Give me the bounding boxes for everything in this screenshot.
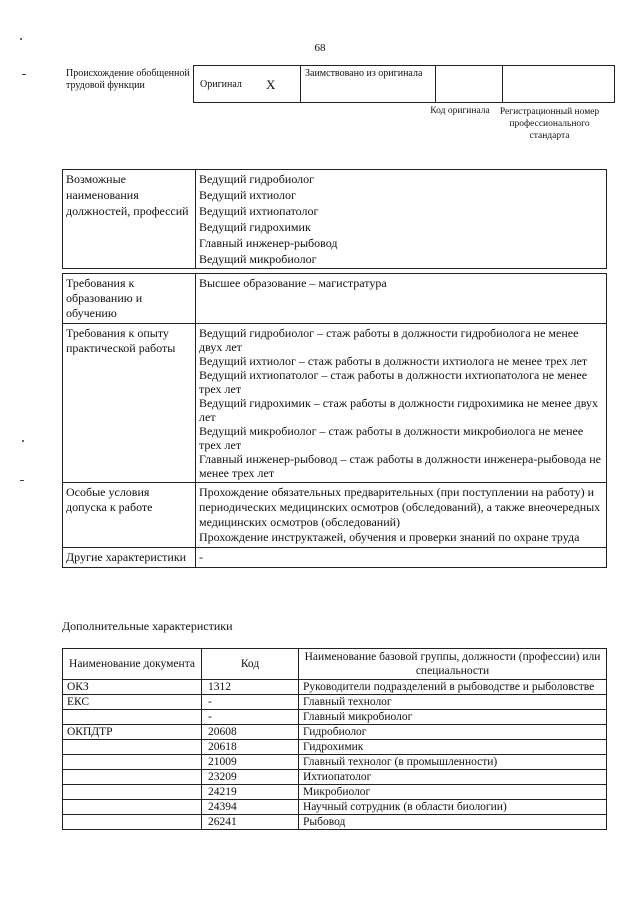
name-cell: Главный микробиолог — [299, 710, 607, 725]
doc-cell: ЕКС — [63, 695, 202, 710]
table-row — [63, 725, 607, 740]
doc-cell — [63, 710, 202, 725]
experience-list — [196, 324, 607, 483]
scan-speck — [20, 480, 24, 481]
code-cell: 21009 — [202, 755, 299, 770]
position-item: Ведущий гидробиолог — [199, 172, 315, 186]
name-cell: Гидрохимик — [299, 740, 607, 755]
original-label: Оригинал — [200, 78, 242, 90]
original-code-cell — [436, 66, 503, 103]
experience-item: Ведущий микробиолог – стаж работы в должности микробиолога не менее трех лет — [199, 424, 584, 452]
code-cell: 23209 — [202, 770, 299, 785]
positions-list — [196, 170, 607, 269]
code-cell: 24394 — [202, 800, 299, 815]
experience-label: Требования к опыту практической работы — [63, 324, 196, 483]
name-cell: Микробиолог — [299, 785, 607, 800]
doc-cell — [63, 815, 202, 830]
experience-item: Ведущий гидрохимик – стаж работы в должности гидрохимика не менее двух лет — [199, 396, 598, 424]
doc-cell: ОКЗ — [63, 680, 202, 695]
scan-speck — [20, 38, 22, 40]
doc-cell — [63, 770, 202, 785]
code-cell: 1312 — [202, 680, 299, 695]
admission-item: Прохождение обязательных предварительных (при поступлении на работу) и периодических медицинских осмотров (обследований), а также внеочередных медицинских осмотров (обследований) — [199, 485, 601, 529]
column-header: Код — [202, 649, 299, 680]
table-row — [63, 755, 607, 770]
code-caption: Код оригинала — [430, 106, 490, 116]
position-item: Ведущий гидрохимик — [199, 220, 311, 234]
table-row — [63, 680, 607, 695]
table-row — [63, 785, 607, 800]
positions-label: Возможные наименования должностей, профессий — [63, 170, 196, 269]
code-cell: 26241 — [202, 815, 299, 830]
code-cell: 20608 — [202, 725, 299, 740]
experience-item: Ведущий ихтиолог – стаж работы в должности ихтиолога не менее трех лет — [199, 354, 588, 368]
code-cell: 20618 — [202, 740, 299, 755]
origin-table — [193, 65, 615, 103]
name-cell: Научный сотрудник (в области биологии) — [299, 800, 607, 815]
experience-item: Главный инженер-рыбовод – стаж работы в должности инженера-рыбовода не менее трех лет — [199, 452, 601, 480]
registration-number-cell — [503, 66, 615, 103]
original-cell — [194, 66, 301, 103]
code-cell: - — [202, 710, 299, 725]
table-row — [63, 770, 607, 785]
column-header: Наименование базовой группы, должности (профессии) или специальности — [299, 649, 607, 680]
education-label: Требования к образованию и обучению — [63, 274, 196, 324]
table-row — [63, 740, 607, 755]
education-value: Высшее образование – магистратура — [196, 274, 607, 324]
other-value: - — [196, 548, 607, 568]
extra-characteristics-table — [62, 648, 607, 830]
table-row — [63, 710, 607, 725]
page-number: 68 — [314, 42, 326, 54]
name-cell: Гидробиолог — [299, 725, 607, 740]
experience-item: Ведущий гидробиолог – стаж работы в должности гидробиолога не менее двух лет — [199, 326, 579, 354]
admission-item: Прохождение инструктажей, обучения и проверки знаний по охране труда — [199, 530, 580, 544]
requirements-table — [62, 273, 607, 568]
name-cell: Рыбовод — [299, 815, 607, 830]
doc-cell — [63, 800, 202, 815]
position-item: Ведущий микробиолог — [199, 252, 317, 266]
name-cell: Главный технолог (в промышленности) — [299, 755, 607, 770]
doc-cell: ОКПДТР — [63, 725, 202, 740]
name-cell: Главный технолог — [299, 695, 607, 710]
position-item: Ведущий ихтиолог — [199, 188, 296, 202]
doc-cell — [63, 785, 202, 800]
experience-item: Ведущий ихтиопатолог – стаж работы в должности ихтиопатолога не менее трех лет — [199, 368, 588, 396]
code-cell: - — [202, 695, 299, 710]
table-row — [63, 800, 607, 815]
position-item: Ведущий ихтиопатолог — [199, 204, 319, 218]
other-label: Другие характеристики — [63, 548, 196, 568]
table-row — [63, 695, 607, 710]
admission-list — [196, 483, 607, 548]
scan-speck — [22, 440, 24, 442]
extra-characteristics-title: Дополнительные характеристики — [62, 619, 233, 633]
origin-label: Происхождение обобщенной трудовой функции — [66, 68, 190, 91]
original-mark: X — [266, 77, 276, 92]
table-header-row — [63, 649, 607, 680]
admission-label: Особые условия допуска к работе — [63, 483, 196, 548]
code-cell: 24219 — [202, 785, 299, 800]
position-item: Главный инженер-рыбовод — [199, 236, 338, 250]
doc-cell — [63, 740, 202, 755]
name-cell: Руководители подразделений в рыбоводстве и рыболовстве — [299, 680, 607, 695]
positions-table — [62, 169, 607, 269]
name-cell: Ихтиопатолог — [299, 770, 607, 785]
registration-caption: Регистрационный номер профессионального стандарта — [499, 107, 600, 141]
borrowed-cell: Заимствовано из оригинала — [301, 66, 436, 103]
table-row — [63, 815, 607, 830]
scan-speck — [22, 74, 26, 75]
doc-cell — [63, 755, 202, 770]
column-header: Наименование документа — [63, 649, 202, 680]
